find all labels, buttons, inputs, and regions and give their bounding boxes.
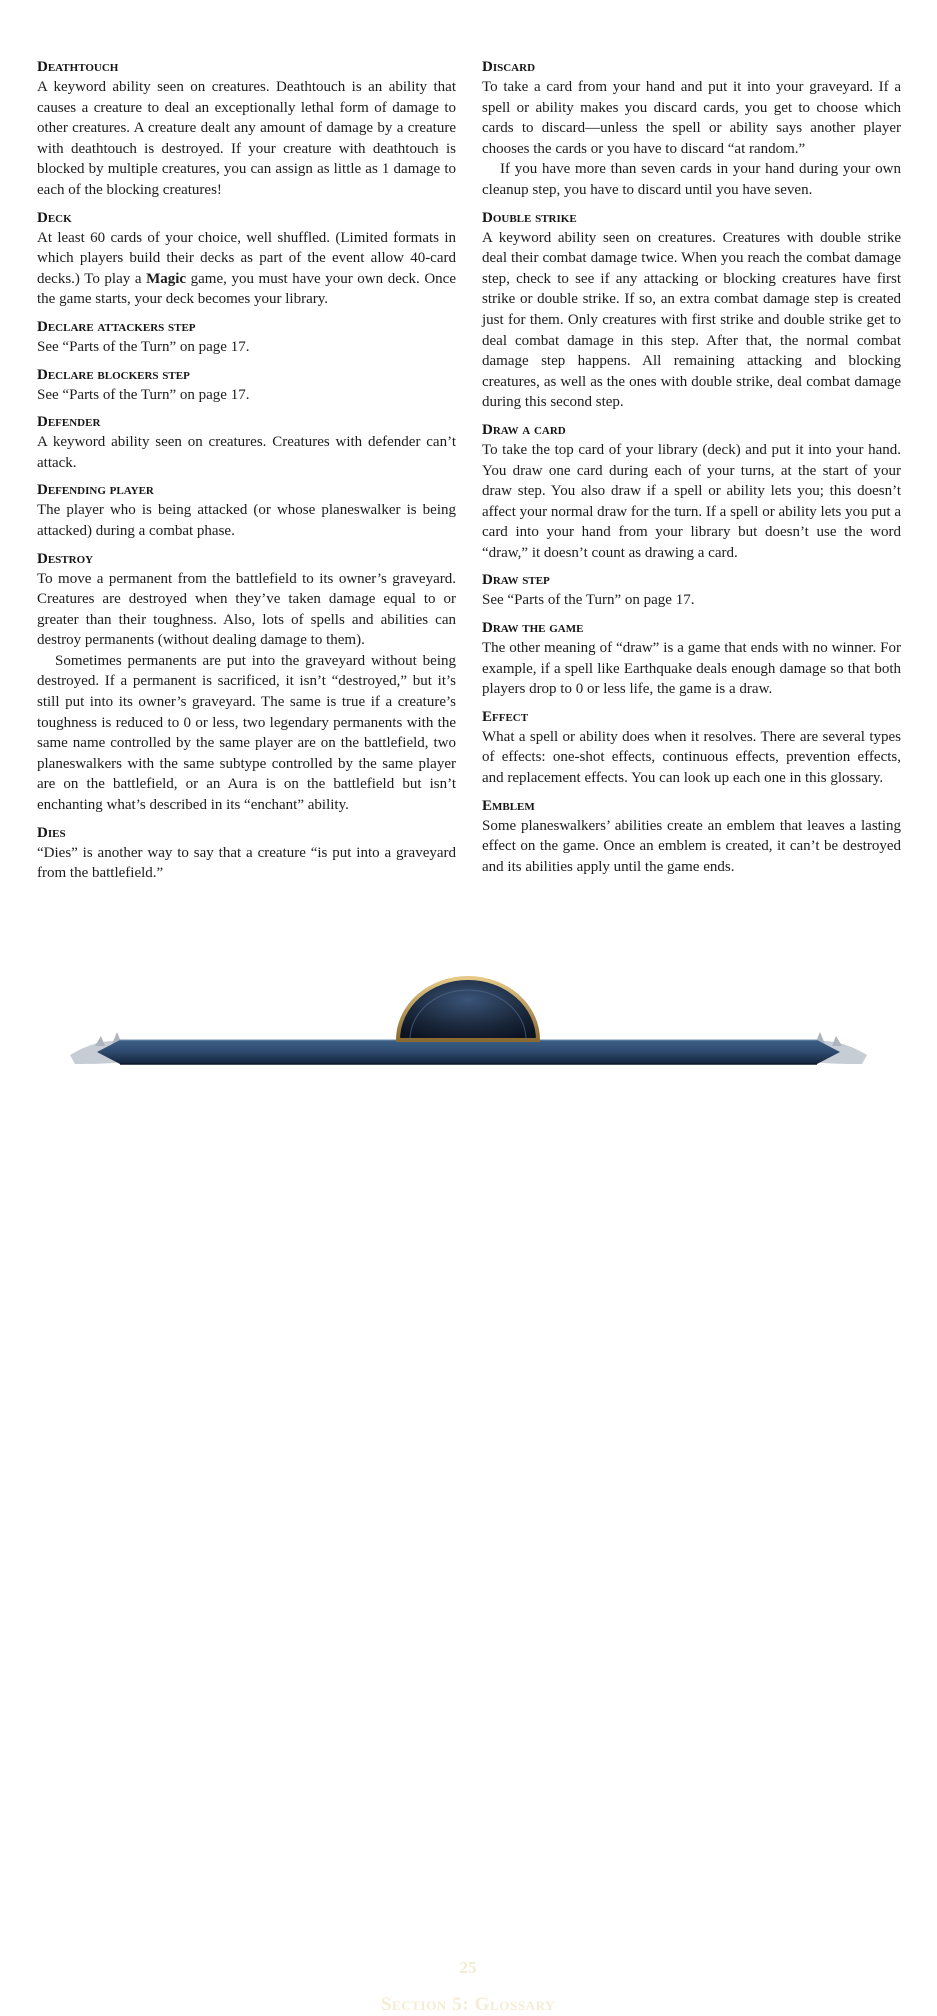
definition-paragraph: To take a card from your hand and put it into your graveyard. If a spell or ability makes you discard cards, you get to choose which cards to discard—unless the spell or ability says another player chooses the cards or you have to discard “at random.” bbox=[482, 79, 901, 157]
footer-banner-art bbox=[0, 960, 937, 1087]
glossary-entry-emblem bbox=[482, 797, 901, 878]
term-heading: Draw a card bbox=[482, 421, 566, 438]
definition-paragraph: To move a permanent from the battlefield to its owner’s graveyard. Creatures are destroyed when they’ve taken damage equal to or greater than their toughness. Also, lots of spells and abilities can destroy permanents (without dealing damage to them). bbox=[37, 570, 456, 649]
definition bbox=[482, 727, 901, 789]
glossary-entry-deck bbox=[37, 209, 456, 310]
definition bbox=[37, 337, 456, 358]
definition bbox=[37, 500, 456, 541]
term-heading: Effect bbox=[482, 708, 529, 725]
term-heading: Declare blockers step bbox=[37, 366, 190, 383]
term-heading: Destroy bbox=[37, 550, 94, 567]
glossary-entry-dies bbox=[37, 824, 456, 884]
term-heading: Draw the game bbox=[482, 620, 584, 637]
definition-paragraph: See “Parts of the Turn” on page 17. bbox=[37, 338, 250, 355]
definition-paragraph: See “Parts of the Turn” on page 17. bbox=[37, 386, 250, 403]
glossary-entry-destroy bbox=[37, 550, 456, 816]
definition-text: game, you must have your own deck. Once the game starts, your deck becomes your library. bbox=[37, 270, 457, 308]
definition-paragraph: See “Parts of the Turn” on page 17. bbox=[482, 592, 695, 609]
definition-text: At least 60 cards of your choice, well shuffled. (Limited formats in which players build their decks as part of the event allow 40-card decks.) To play a bbox=[37, 229, 456, 287]
definition bbox=[37, 843, 456, 884]
term-heading: Dies bbox=[37, 824, 66, 841]
glossary-entry-defender bbox=[37, 413, 456, 473]
definition-paragraph: A keyword ability seen on creatures. Deathtouch is an ability that causes a creature to deal an exceptionally lethal form of damage to other creatures. A creature dealt any amount of damage by a creature with deathtouch is destroyed. If your creature with deathtouch is blocked by multiple creatures, you can assign as little as 1 damage to each of the blocking creatures! bbox=[37, 79, 456, 198]
definition-paragraph: “Dies” is another way to say that a creature “is put into a graveyard from the battlefield.” bbox=[37, 844, 456, 882]
definition bbox=[482, 590, 901, 611]
definition-paragraph: To take the top card of your library (deck) and put it into your hand. You draw one card during each of your turns, at the start of your draw step. You also draw if a spell or ability lets you; this doesn’t affect your normal draw for the turn. If a spell or ability lets you put a card into your hand from your library but doesn’t use the word “draw,” it doesn’t count as drawing a card. bbox=[482, 441, 901, 561]
term-heading: Emblem bbox=[482, 797, 535, 814]
definition-paragraph: If you have more than seven cards in your hand during your own cleanup step, you have to discard until you have seven. bbox=[482, 161, 901, 198]
definition bbox=[37, 432, 456, 473]
banner-strip bbox=[97, 1040, 840, 1064]
definition-paragraph: Some planeswalkers’ abilities create an emblem that leaves a lasting effect on the game. Once an emblem is created, it can’t be destroyed and its abilities apply until the game ends. bbox=[482, 817, 901, 875]
glossary-entry-declare-blockers-step bbox=[37, 366, 456, 406]
definition-paragraph: The other meaning of “draw” is a game that ends with no winner. For example, if a spell like Earthquake deals enough damage so that both players drop to 0 or less life, the game is a draw. bbox=[482, 640, 901, 698]
definition bbox=[37, 77, 456, 201]
left-column bbox=[37, 58, 456, 892]
term-heading: Deck bbox=[37, 209, 72, 226]
term-heading: Double strike bbox=[482, 209, 577, 226]
definition bbox=[37, 385, 456, 406]
glossary-entry-draw-the-game bbox=[482, 619, 901, 700]
term-heading: Defending player bbox=[37, 482, 154, 499]
term-heading: Declare attackers step bbox=[37, 318, 196, 335]
definition-paragraph: What a spell or ability does when it resolves. There are several types of effects: one-shot effects, continuous effects, prevention effects, and replacement effects. You can look up each one in this glossary. bbox=[482, 728, 901, 787]
page-footer-banner bbox=[0, 960, 937, 2015]
glossary-entry-declare-attackers-step bbox=[37, 318, 456, 358]
glossary-entry-draw-a-card bbox=[482, 421, 901, 564]
definition bbox=[482, 228, 901, 413]
glossary-entry-deathtouch bbox=[37, 58, 456, 201]
definition-paragraph bbox=[37, 228, 456, 310]
term-heading: Draw step bbox=[482, 572, 550, 589]
section-title: Section 5: Glossary bbox=[380, 1994, 556, 2015]
glossary-entry-double-strike bbox=[482, 209, 901, 413]
glossary-entry-effect bbox=[482, 708, 901, 789]
glossary-entry-draw-step bbox=[482, 571, 901, 611]
right-column bbox=[482, 58, 901, 885]
definition-paragraph: Sometimes permanents are put into the graveyard without being destroyed. If a permanent is sacrificed, it isn’t “destroyed,” but it’s still put into its owner’s graveyard. The same is true if a creature’s toughness is reduced to 0 or less, two legendary permanents with the same name controlled by the same player are on the battlefield, two planeswalkers with the same subtype controlled by the same player are on the battlefield, or an Aura is on the battlefield but isn’t enchanting what’s described in its “enchant” ability. bbox=[37, 652, 456, 814]
definition-paragraph: The player who is being attacked (or whose planeswalker is being attacked) during a combat phase. bbox=[37, 502, 456, 539]
definition bbox=[482, 77, 901, 201]
glossary-entry-discard bbox=[482, 58, 901, 201]
definition bbox=[482, 638, 901, 700]
glossary-entry-defending-player bbox=[37, 481, 456, 541]
term-heading: Defender bbox=[37, 414, 101, 431]
term-heading: Deathtouch bbox=[37, 59, 119, 75]
definition bbox=[482, 440, 901, 564]
term-heading: Discard bbox=[482, 59, 536, 75]
definition bbox=[37, 569, 456, 816]
page-number: 25 bbox=[459, 1958, 477, 1977]
magic-brand-text: Magic bbox=[146, 270, 187, 287]
definition bbox=[482, 816, 901, 878]
definition-paragraph: A keyword ability seen on creatures. Creatures with defender can’t attack. bbox=[37, 434, 456, 471]
definition bbox=[37, 228, 456, 310]
definition-paragraph: A keyword ability seen on creatures. Creatures with double strike deal their combat damage twice. When you reach the combat damage step, check to see if any attacking or blocking creatures have first strike or double strike. If so, an extra combat damage step is created just for them. Only creatures with first strike and double strike get to deal combat damage in this step. After that, the normal combat damage step happens. All remaining attacking and blocking creatures, as well as the ones with double strike, deal combat damage during this second step. bbox=[482, 229, 901, 411]
page-medallion bbox=[398, 978, 538, 1040]
